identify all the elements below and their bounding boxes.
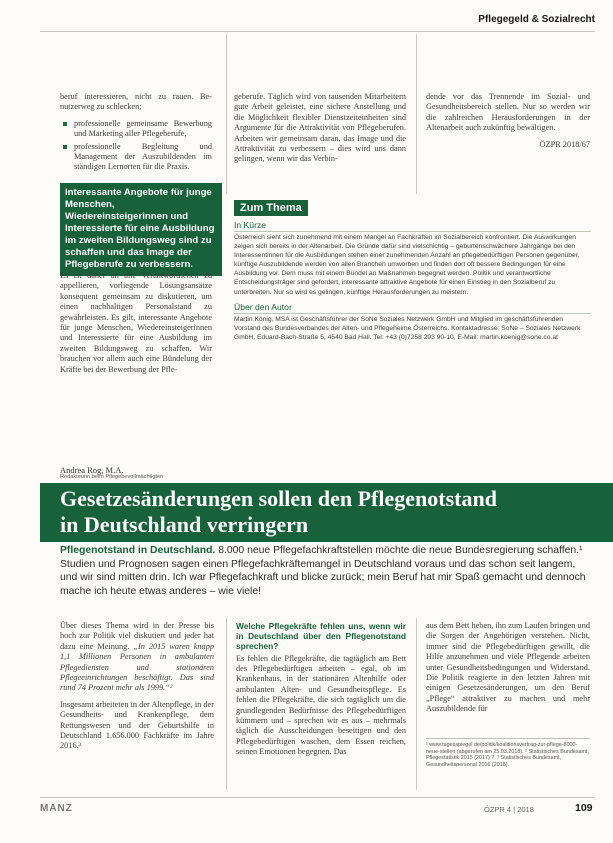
issue-label: ÖZPR 4 | 2018 — [484, 805, 534, 814]
column-divider — [416, 618, 417, 790]
bottom-column-1 — [60, 621, 214, 758]
author-heading: Über den Autor — [234, 302, 591, 314]
column-text: Es fehlen die Pflegekräfte, die tagtäglich am Bett des Pflegebedürftigen arbeiten – egal, ob im Krankenhaus, in der stationären Altenhilfe oder ambulanten Alten- und Gesundheitspflege. Es fehlen die Pflegekräfte, die sich tagtäglich um die grundlegenden Bedürfnisse des Pflegebedürftigen kümmern und – sprechen wir es aus – mehrmals täglich die Ausscheidungen beseitigen und den Pflegebedürftigen waschen, dem Essen reichen, seinen Emotionen begegnen. Das — [236, 653, 406, 757]
column-text: beruf interessieren, nicht zu rauen. Be-nutzerweg zu schlecken; — [60, 92, 212, 112]
top-column-1-bottom — [60, 271, 212, 381]
summary-heading: In Kürze — [234, 220, 591, 232]
headline-line: in Deutschland verringern — [60, 512, 309, 537]
article-lead — [60, 544, 590, 598]
list-item: professionelle gemeinsame Bewerbung und Marketing aller Pflegeberufe, — [74, 118, 212, 139]
top-column-3 — [426, 92, 590, 156]
list-item: professionelle Begleitung und Management der Auszubildenden im ständigen Lernorten für die Praxis. — [74, 141, 212, 172]
lead-label: Pflegenotstand in Deutschland. — [60, 545, 216, 556]
article-reference: ÖZPR 2018/67 — [539, 139, 590, 149]
column-divider — [416, 34, 417, 194]
footnotes: ¹ www.tagesspiegel.de/politik/koalitionsvertrag-zur-pflege-8000-neue-stellen (abgerufen am 25.03.2018). ² Statistisches Bundesamt, Pflegestatistik 2015 (2017) 7. ³ Statistisches Bundesamt, Gesundheitspersonal 2016 (2018). — [426, 738, 590, 768]
author-bio: Martin König, MSA ist Geschäftsführer der SoNe Soziales Netzwerk GmbH und Mitglied im geschäftsführenden Vorstand des Bundesverbandes der Alten- und Pflegeheime Österreichs. Kontaktadresse: SoNe – Soziales Netzwerk GmbH, Eduard-Bach-Straße 5, 4540 Bad Hall. Tel: +43 (0)7258 293 90-10, E-Mail: martin.koenig@sone.co.at — [234, 315, 581, 341]
page-number: 109 — [575, 802, 593, 814]
footer-divider — [40, 797, 595, 798]
quote-text: „In 2015 waren knapp 1,1 Millionen Personen in ambulanten Pflegediensten und stationären Pflegeeinrichtungen beschäftigt. Das sind rund 74 Prozent mehr als 1999.“² — [60, 641, 215, 693]
column-text: geberufe. Täglich wird von tausenden Mitarbeitern gute Arbeit geleistet, eine sichere Anstellung und die Möglichkeit flexibler Dienstzeiteinheiten sind Argumente für die Attraktivität von Pflegeberufen. Arbeiten wir gemeinsam daran, das Image und die Attraktivität zu verbessern – dies wird uns dann gelingen, wenn wir das Verbin- — [234, 92, 406, 164]
column-text: Insgesamt arbeiteten in der Altenpflege, in der Gesundheits- und Krankenpflege, dem Rettungswesen und der Geburtshilfe in Deutschland 1.656.000 Fachkräfte im Jahre 2016.³ — [60, 699, 214, 751]
column-text: aus dem Bett heben, ihn zum Laufen bringen und die Sorgen der Angehörigen verstehen. Nicht, immer sind die Pflegebedürftigen gewillt, die Hilfe anzunehmen und viele Pflegende arbeiten unter Gesundheitsbedingungen und Widerstand. Die Politik reagierte in den letzten Jahren mit einigen Gesetzesänderungen, um den Beruf „Pflege“ attraktiver zu machen und mehr Auszubildende für — [426, 621, 590, 714]
column-divider — [226, 34, 227, 194]
paragraph-text: Über dieses Thema wird in der Presse bis hoch zur Politik viel diskutiert und jeder hat dazu eine Meinung. — [60, 621, 214, 651]
top-column-2 — [234, 92, 406, 171]
article-author-role: Redakteurin beim Pflegebevollmächtigten — [60, 474, 164, 480]
top-column-1 — [60, 92, 212, 175]
publisher-logo: MANZ — [40, 803, 73, 814]
article-author: Andrea Rog, M.A. — [60, 465, 124, 475]
article-headline — [40, 483, 613, 542]
lead-text: 8.000 neue Pflegefachkraftstellen möchte die neue Bundesregierung schaffen.¹ Studien und Prognosen sagen einen Pflegefachkräftemangel in Deutschland voraus und das schon seit langem, und wir sind mitten drin. Ich war Pflegefachkraft und blicke zurück; mein Beruf hat mir Spaß gemacht und dennoch mache ich heute etwas anderes – wie viele! — [60, 545, 586, 597]
column-divider — [226, 618, 227, 790]
column-text — [60, 621, 214, 694]
header-divider — [40, 31, 595, 32]
pull-quote: Interessante Angebote für junge Menschen, Wiedereinsteigerinnen und Interessierte für eine Ausbildung im zweiten Bildungsweg sind zu schaffen und das Image der Pflegeberufe zu verbessern. — [60, 183, 222, 276]
summary-text: Österreich sieht sich zunehmend mit einem Mangel an Fachkräften im Sozialbereich konfrontiert. Die Auswirkungen zeigen sich bereits in der Altenarbeit. Die Gründe dafür sind vielschichtig – geburtenschwächere Jahrgänge bei den Interessentinnen für die Ausbildungen stehen einer zunehmenden Anzahl an pflegebedürftigen Personen gegenüber, künftige Auszubildende werden von allen Branchen umworben und finden dort oft bessere Bedingungen für eine Ausbildung vor. Dem muss mit einem Bündel an Maßnahmen begegnet werden. Politik und verantwortliche Entscheidungsträger sind gefordert, interessante attraktive Angebote für einen Einstieg in den Sozialberuf zu unterbreiten. Nur so wird es gelingen, künftige Herausforderungen zu meistern. — [234, 234, 580, 296]
section-title: Pflegegeld & Sozialrecht — [478, 14, 595, 25]
info-box-title: Zum Thema — [234, 200, 308, 216]
bullet-list — [60, 119, 212, 173]
column-text: dende vor das Trennende im Sozial- und Gesundheitsbereich stellen. Nur so werden wir die zahlreichen Herausforderungen in der Altenarbeit auch zukünftig bewältigen. — [426, 92, 590, 133]
subheading: Welche Pflegekräfte fehlen uns, wenn wir in Deutschland über den Pflegenotstand sprechen? — [236, 621, 406, 652]
headline-line: Gesetzesänderungen sollen den Pflegenotstand — [60, 486, 497, 511]
bottom-column-3 — [426, 621, 590, 721]
column-text: Es ist daher an alle Verantwortlichen zu appellieren, vorliegende Lösungsansätze konsequent gemeinsam zu diskutieren, um einen nachhaltigen Personalstand zu gewährleisten. Es gilt, interessante Angebote für junge Menschen, Wiedereinsteigerinnen und Interessierte für eine Ausbildung im zweiten Bildungsweg zu schaffen. Wir brauchen vor allem auch eine Bündelung der Kräfte bei der Bewerbung der Pfle- — [60, 271, 212, 374]
info-box — [234, 220, 591, 347]
bottom-column-2 — [236, 621, 406, 764]
